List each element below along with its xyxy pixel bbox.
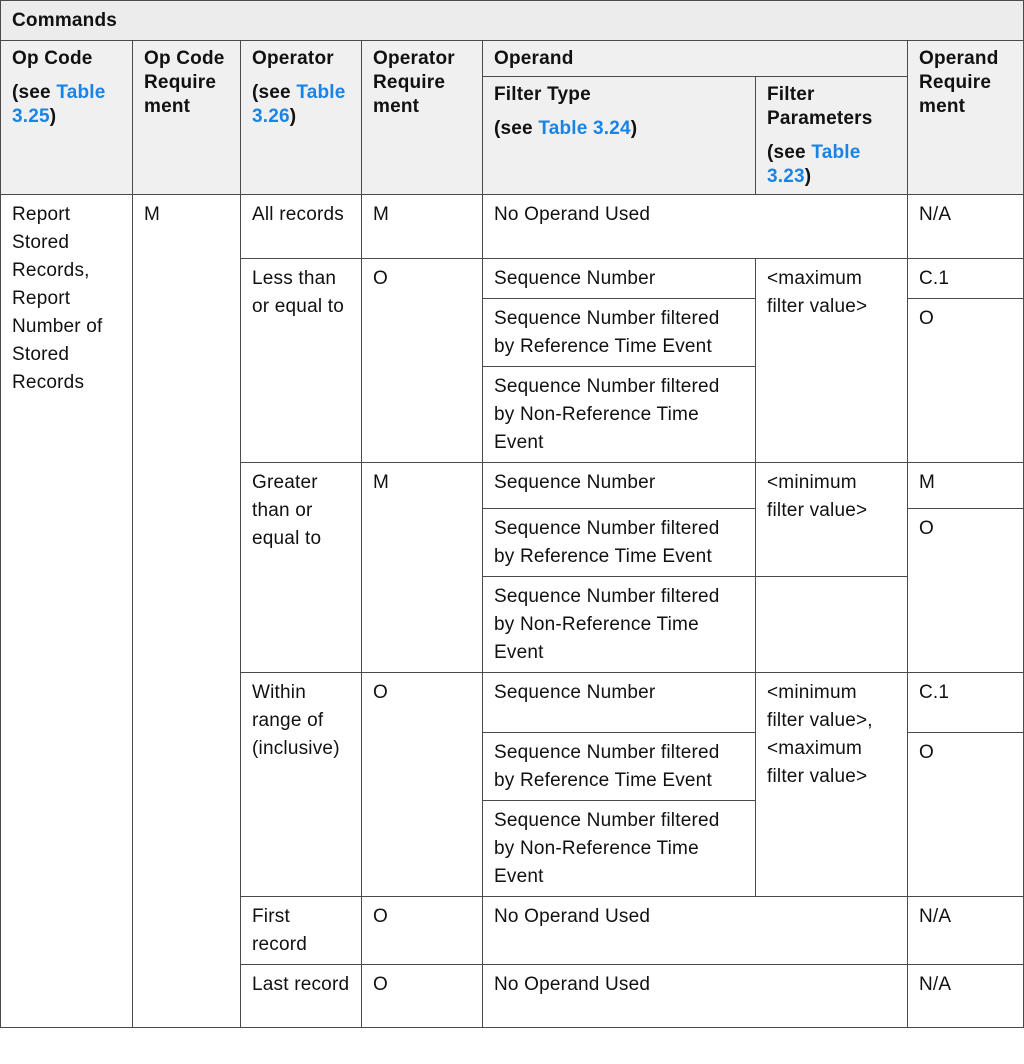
header-filter-type — [483, 77, 756, 195]
operator-all-records: All records — [241, 195, 362, 259]
operand-req-all-records: N/A — [908, 195, 1024, 259]
filter-type-wr-ref: Sequence Number filtered by Reference Time Event — [483, 733, 756, 801]
filter-type-ge-ref: Sequence Number filtered by Reference Time Event — [483, 509, 756, 577]
operator-ref-prefix: (see — [252, 82, 297, 103]
header-operator — [241, 41, 362, 195]
op-code-label: Op Code — [12, 48, 93, 69]
operator-less-equal: Less than or equal to — [241, 259, 362, 463]
header-operand-requirement: Operand Require ment — [908, 41, 1024, 195]
header-operand: Operand — [483, 41, 908, 77]
operator-greater-equal: Greater than or equal to — [241, 463, 362, 673]
header-operator-requirement: Operator Require ment — [362, 41, 483, 195]
table-3-25-link[interactable]: Table 3.25 — [12, 82, 106, 127]
operand-req-wr-ref: O — [908, 733, 1024, 897]
operator-req-within-range: O — [362, 673, 483, 897]
operator-req-greater-equal: M — [362, 463, 483, 673]
op-code-value: Report Stored Records, Report Number of Stored Records — [1, 195, 133, 1028]
filter-params-ref-suffix: ) — [804, 166, 812, 187]
table-3-23-link[interactable]: Table 3.23 — [767, 142, 861, 187]
operand-req-last-record: N/A — [908, 965, 1024, 1028]
operand-all-records: No Operand Used — [483, 195, 908, 259]
operand-req-wr-seq: C.1 — [908, 673, 1024, 733]
operand-req-ge-seq: M — [908, 463, 1024, 509]
operand-req-le-seq: C.1 — [908, 259, 1024, 299]
filter-param-less-equal: <maximum filter value> — [756, 259, 908, 463]
operator-last-record: Last record — [241, 965, 362, 1028]
filter-type-ge-nonref: Sequence Number filtered by Non-Reference Time Event — [483, 577, 756, 673]
operator-within-range: Within range of (inclusive) — [241, 673, 362, 897]
operand-req-le-ref: O — [908, 299, 1024, 463]
operator-label: Operator — [252, 48, 334, 69]
filter-param-ge-empty — [756, 577, 908, 673]
op-code-ref-prefix: (see — [12, 82, 57, 103]
operand-req-first-record: N/A — [908, 897, 1024, 965]
op-code-ref-suffix: ) — [49, 106, 57, 127]
operand-first-record: No Operand Used — [483, 897, 908, 965]
header-op-code — [1, 41, 133, 195]
op-code-requirement-value: M — [133, 195, 241, 1028]
operator-req-less-equal: O — [362, 259, 483, 463]
filter-type-ref-prefix: (see — [494, 118, 539, 139]
table-3-26-link[interactable]: Table 3.26 — [252, 82, 346, 127]
filter-type-wr-seq: Sequence Number — [483, 673, 756, 733]
filter-params-ref-prefix: (see — [767, 142, 812, 163]
filter-parameters-label: Filter Parameters — [767, 84, 873, 129]
filter-param-within-range: <minimum filter value>, <maximum filter value> — [756, 673, 908, 897]
operand-req-ge-ref: O — [908, 509, 1024, 673]
operator-ref-suffix: ) — [289, 106, 297, 127]
filter-type-ref-suffix: ) — [630, 118, 638, 139]
filter-param-greater-equal: <minimum filter value> — [756, 463, 908, 577]
operand-last-record: No Operand Used — [483, 965, 908, 1028]
filter-type-wr-nonref: Sequence Number filtered by Non-Reference Time Event — [483, 801, 756, 897]
operator-req-first-record: O — [362, 897, 483, 965]
filter-type-label: Filter Type — [494, 84, 591, 105]
operator-req-all-records: M — [362, 195, 483, 259]
table-3-24-link[interactable]: Table 3.24 — [538, 118, 631, 139]
header-row-1 — [1, 41, 1024, 77]
header-filter-parameters — [756, 77, 908, 195]
operator-first-record: First record — [241, 897, 362, 965]
filter-type-ge-seq: Sequence Number — [483, 463, 756, 509]
filter-type-le-nonref: Sequence Number filtered by Non-Reference Time Event — [483, 367, 756, 463]
table-title: Commands — [1, 1, 1024, 41]
table-title-row — [1, 1, 1024, 41]
operator-req-last-record: O — [362, 965, 483, 1028]
filter-type-le-seq: Sequence Number — [483, 259, 756, 299]
header-op-code-requirement: Op Code Require ment — [133, 41, 241, 195]
filter-type-le-ref: Sequence Number filtered by Reference Time Event — [483, 299, 756, 367]
table-row-all-records — [1, 195, 1024, 259]
